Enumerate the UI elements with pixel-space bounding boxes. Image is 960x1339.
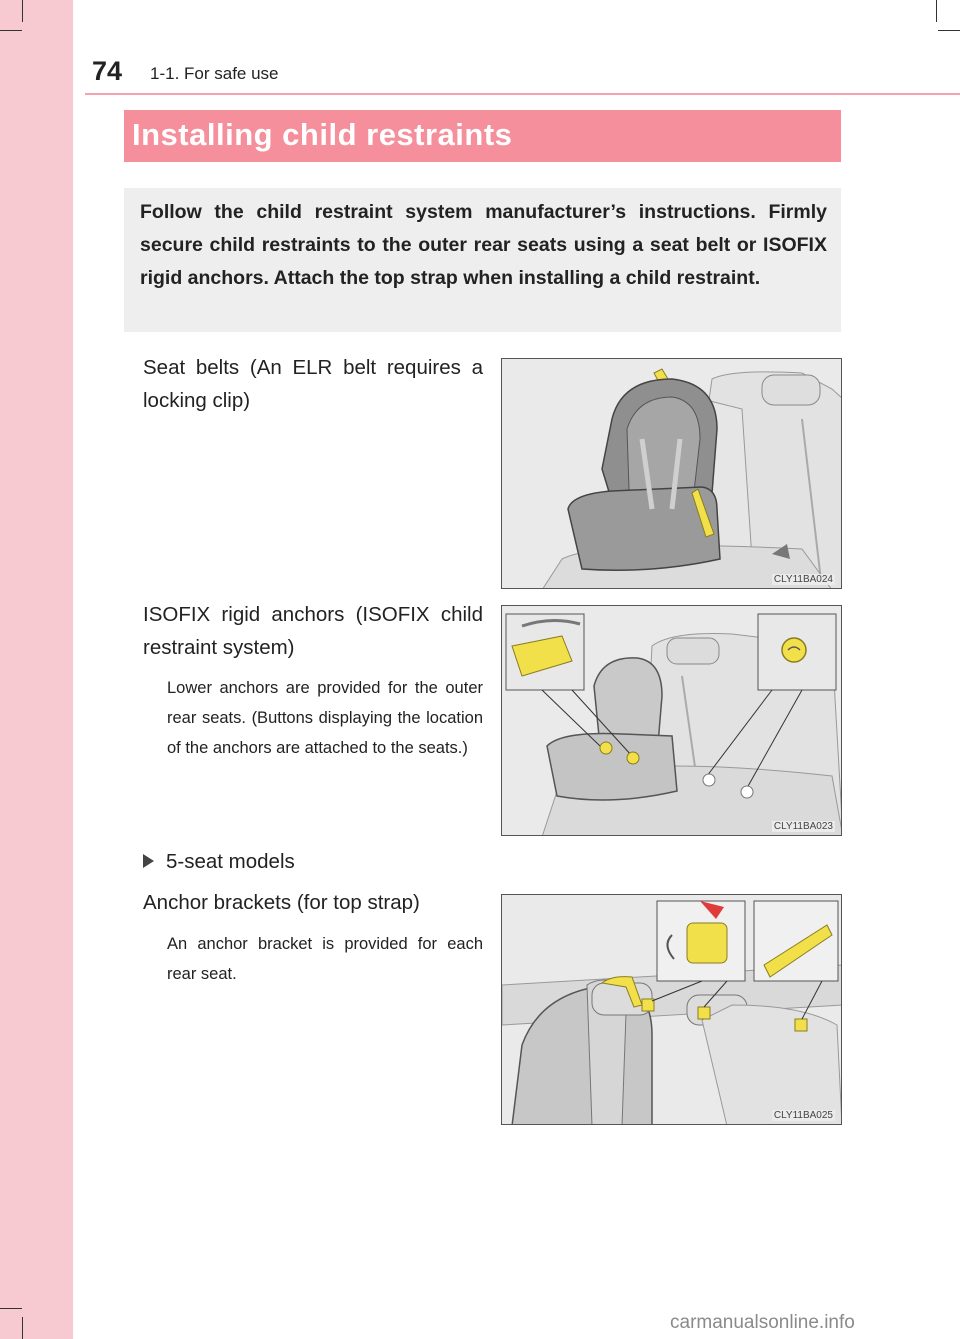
triangle-bullet-icon — [143, 854, 154, 868]
isofix-heading: ISOFIX rigid anchors (ISOFIX child restraint system) — [143, 603, 483, 659]
crop-mark — [22, 1317, 23, 1339]
bullet-label: 5-seat models — [166, 850, 295, 873]
page-title: Installing child restraints — [132, 117, 513, 152]
crop-mark — [22, 0, 23, 22]
bullet-five-seat — [143, 845, 483, 878]
anchor-brackets-heading: Anchor brackets (for top strap) — [143, 891, 420, 914]
section-title: 1-1. For safe use — [150, 64, 279, 83]
child-seat-seatbelt-illustration — [502, 359, 842, 589]
figure-isofix-anchors — [501, 605, 842, 836]
figure-code: CLY11BA023 — [773, 821, 833, 832]
intro-box: Follow the child restraint system manufacturer’s instructions. Firmly secure child restraints to the outer rear seats using a seat belt or ISOFIX rigid anchors. Attach the top strap when installing a child restraint. — [124, 188, 841, 332]
anchor-brackets-note: An anchor bracket is provided for each rear seat. — [167, 935, 483, 983]
crop-mark — [0, 30, 22, 31]
seat-belts-heading: Seat belts (An ELR belt requires a locking clip) — [143, 356, 483, 412]
watermark[interactable]: carmanualsonline.info — [670, 1312, 855, 1333]
page-title-bar — [124, 110, 841, 162]
side-band — [0, 0, 73, 1339]
isofix-note: Lower anchors are provided for the outer rear seats. (Buttons displaying the location of the anchors are attached to the seats.) — [167, 679, 483, 757]
figure-code: CLY11BA025 — [773, 1110, 833, 1121]
figure-seat-belt-install — [501, 358, 842, 589]
page-number: 74 — [92, 56, 123, 86]
header-rule — [85, 93, 960, 95]
isofix-anchor-illustration — [502, 606, 842, 836]
figure-anchor-brackets — [501, 894, 842, 1125]
figure-code: CLY11BA024 — [773, 574, 833, 585]
top-strap-bracket-illustration — [502, 895, 842, 1125]
crop-mark — [0, 1308, 22, 1309]
crop-mark — [936, 0, 937, 22]
crop-mark — [938, 30, 960, 31]
